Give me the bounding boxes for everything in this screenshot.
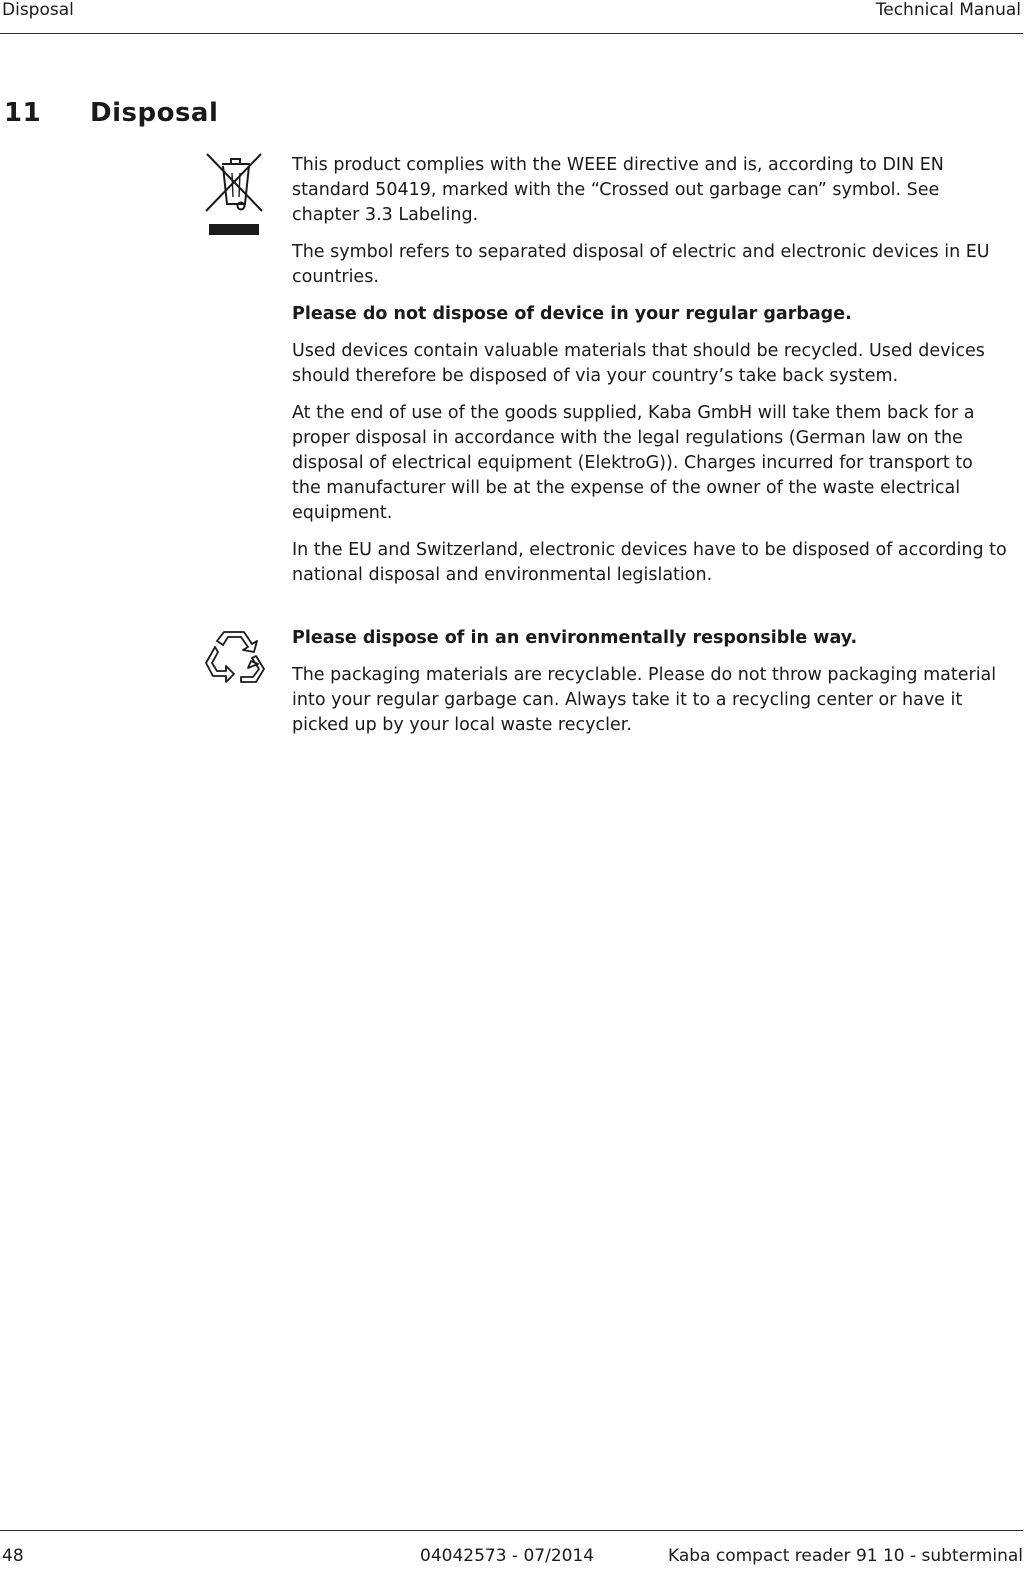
section-heading	[4, 98, 218, 128]
take-back-paragraph: At the end of use of the goods supplied, Kaba GmbH will take them back for a proper disposal in accordance with the legal regulations (German law on the disposal of electrical equipment (ElektroG)). Charges incurred for transport to the manufacturer will be at the expense of the owner of the waste electrical equipment.	[292, 403, 975, 523]
document-number: 04042573 - 07/2014	[420, 1546, 595, 1566]
footer-divider	[0, 1530, 1023, 1531]
symbol-paragraph: The symbol refers to separated disposal of electric and electronic devices in EU countries.	[292, 242, 990, 287]
recycling-symbol-icon	[204, 628, 266, 690]
weee-paragraph: This product complies with the WEEE directive and is, according to DIN EN standard 50419, marked with the “Crossed out garbage can” symbol. See chapter 3.3 Labeling.	[292, 155, 944, 225]
section-title: Disposal	[90, 98, 219, 128]
page-header	[0, 0, 1023, 34]
packaging-paragraph: The packaging materials are recyclable. Please do not throw packaging material into your regular garbage can. Always take it to a recycling center or have it picked up by your local waste recycler.	[292, 665, 997, 735]
dispose-responsibly-paragraph: Please dispose of in an environmentally responsible way.	[292, 628, 858, 648]
header-manual-title: Technical Manual	[875, 0, 1021, 20]
weee-information	[292, 153, 1007, 600]
recycle-devices-paragraph: Used devices contain valuable materials that should be recycled. Used devices should therefore be disposed of via your country’s take back system.	[292, 341, 985, 386]
section-number: 11	[4, 98, 42, 128]
page-number: 48	[2, 1546, 24, 1566]
packaging-information	[292, 626, 1007, 750]
product-name: Kaba compact reader 91 10 - subterminal	[668, 1546, 1023, 1566]
header-chapter: Disposal	[2, 0, 74, 20]
legislation-paragraph: In the EU and Switzerland, electronic devices have to be disposed of according to national disposal and environmental legislation.	[292, 540, 1007, 585]
warning-paragraph: Please do not dispose of device in your regular garbage.	[292, 304, 852, 324]
crossed-out-garbage-can-icon	[203, 151, 263, 239]
